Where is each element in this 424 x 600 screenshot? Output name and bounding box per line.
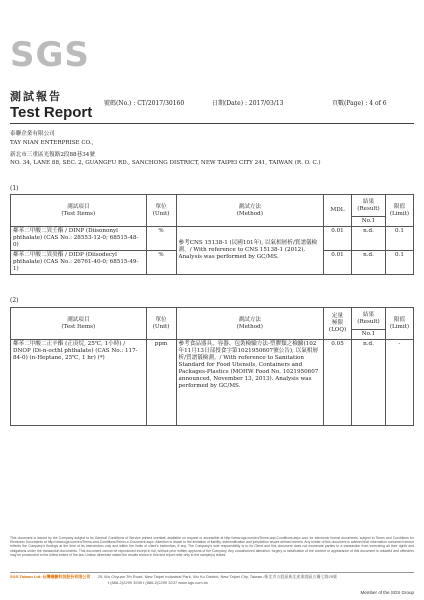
footer-member: Member of the SGS Group (360, 590, 414, 595)
row-unit: ppm (146, 340, 176, 426)
row-loq: 0.05 (324, 340, 352, 426)
row-result: n.d. (352, 227, 386, 251)
row-mdl: 0.01 (324, 227, 352, 251)
header-sample-no: No.1 (352, 217, 386, 227)
header-method: 測試方法 (Method) (176, 195, 324, 227)
report-date-value: 2017/03/13 (248, 100, 284, 107)
row-method: 參考食品器具、容器、包裝檢驗方法-塑膠類之檢驗(102年11月13日部授食字第1021950607號公告), 以氣相層析/質譜儀檢測。/ With reference to Sanitation Standard for Food Utensils, Containers and Packages-Plastics (MOHW Food No. 1021950607 announced, November 13, 2013). Analysis was performed by GC/MS. (176, 340, 324, 426)
header-mdl: MDL (324, 195, 352, 227)
header-unit: 單位 (Unit) (146, 195, 176, 227)
header-sample-no: No.1 (352, 330, 386, 340)
report-page-label: 頁數(Page) : (332, 100, 368, 107)
row-result: n.d. (352, 251, 386, 275)
header-limit: 限值 (Limit) (385, 195, 413, 227)
footer-address: 25, Wu Chyuan 7th Road, New Taipei Industrial Park, Wu Ku District, New Taipei City, Taiwan /新北市五股區新北產業園區五權七路25號 (97, 574, 337, 579)
results-table-2 (10, 307, 414, 426)
header-result: 結果 (Result) (352, 195, 386, 217)
footer-phone: t (886-2)2299 3939 f (886-2)2299 3237 www.sgs.com.tw (108, 580, 208, 585)
sgs-logo (10, 35, 90, 75)
header-limit: 限值 (Limit) (385, 308, 413, 340)
header-test-items: 測試項目 (Test Items) (11, 308, 147, 340)
report-number (104, 98, 184, 107)
row-unit: % (146, 251, 176, 275)
report-date (212, 98, 283, 107)
results-table-1 (10, 194, 414, 275)
header-unit: 單位 (Unit) (146, 308, 176, 340)
report-title-cn: 測試報告 (10, 90, 62, 103)
row-item: 鄰苯二甲酸二異癸酯 / DIDP (Diisodecyl phthalate) (CAS No.: 26761-40-0; 68515-49-1) (11, 251, 147, 275)
row-result: n.d. (352, 340, 386, 426)
row-limit: 0.1 (385, 251, 413, 275)
row-method: 參考CNS 15138-1 (民國101年), 以氣相層析/質譜儀檢測。/ With reference to CNS 15138-1 (2012). Analysis was performed by GC/MS. (176, 227, 324, 275)
section-2-label: (2) (10, 297, 19, 304)
table-row (11, 227, 414, 251)
row-limit: 0.1 (385, 227, 413, 251)
header-test-items: 測試項目 (Test Items) (11, 195, 147, 227)
footer-company: SGS Taiwan Ltd. 台灣檢驗科技股份有限公司 (10, 574, 91, 579)
header-divider (10, 123, 414, 124)
footer-divider (10, 572, 414, 573)
report-page-value: 4 of 6 (369, 100, 387, 107)
logo-text: SGS (10, 35, 90, 75)
row-mdl: 0.01 (324, 251, 352, 275)
header-loq: 定量 極限 (LOQ) (324, 308, 352, 340)
row-item: 鄰苯二甲酸二正辛酯 (正庚烷, 25℃, 1小時) / DNOP (Di-n-octhl phthalate) (CAS No.: 117-84-0) (n-Heptane, 25℃, 1 hr) (*) (11, 340, 147, 426)
report-page (332, 98, 387, 107)
client-address-cn: 新北市三重區光復路2段88巷34號 (10, 152, 95, 158)
report-number-label: 號碼(No.) : (104, 100, 136, 107)
report-number-value: CT/2017/30160 (137, 100, 185, 107)
row-limit: - (385, 340, 413, 426)
table-row (11, 340, 414, 426)
section-1-label: (1) (10, 185, 19, 192)
report-title-en: Test Report (10, 104, 93, 121)
footer-disclaimer: This document is issued by the Company subject to its General Conditions of Service printed overleaf, available on request or accessible at http://www.sgs.com/en/Terms-and-Conditions.aspx and, for electronic format documents, subject to Terms and Conditions for Electronic Documents at http://www.sgs.com/en/Terms-and-Conditions/Terms-e-Document.aspx. Attention is drawn to the limitation of liability, indemnification and jurisdiction issues defined therein. Any holder of this document is advised that information contained hereon reflects the Company's findings at the time of its intervention only and within the limits of client's instruction, if any. The Company's sole responsibility is to its Client and this document does not exonerate parties to a transaction from exercising all their rights and obligations under the transaction documents. This document cannot be reproduced except in full, without prior written approval of the Company. Any unauthorized alteration, forgery or falsification of the content or appearance of this document is unlawful and offenders may be prosecuted to the fullest extent of the law. Unless otherwise stated the results shown in this test report refer only to the sample(s) tested. (10, 536, 414, 557)
client-address-en: NO. 34, LANE 88, SEC. 2, GUANGFU RD., SANCHONG DISTRICT, NEW TAIPEI CITY 241, TAIWAN (R. O. C.) (10, 160, 321, 166)
header-result: 結果 (Result) (352, 308, 386, 330)
client-name-cn: 泰聯企業有限公司 (10, 131, 55, 137)
footer-bar (10, 574, 414, 586)
row-item: 鄰苯二甲酸二異壬酯 / DINP (Diisononyl phthalate) (CAS No.: 28553-12-0; 68515-48-0) (11, 227, 147, 251)
header-method: 測試方法 (Method) (176, 308, 324, 340)
report-date-label: 日期(Date) : (212, 100, 247, 107)
row-unit: % (146, 227, 176, 251)
client-name-en: TAY NIAN ENTERPRISE CO., (10, 140, 94, 146)
